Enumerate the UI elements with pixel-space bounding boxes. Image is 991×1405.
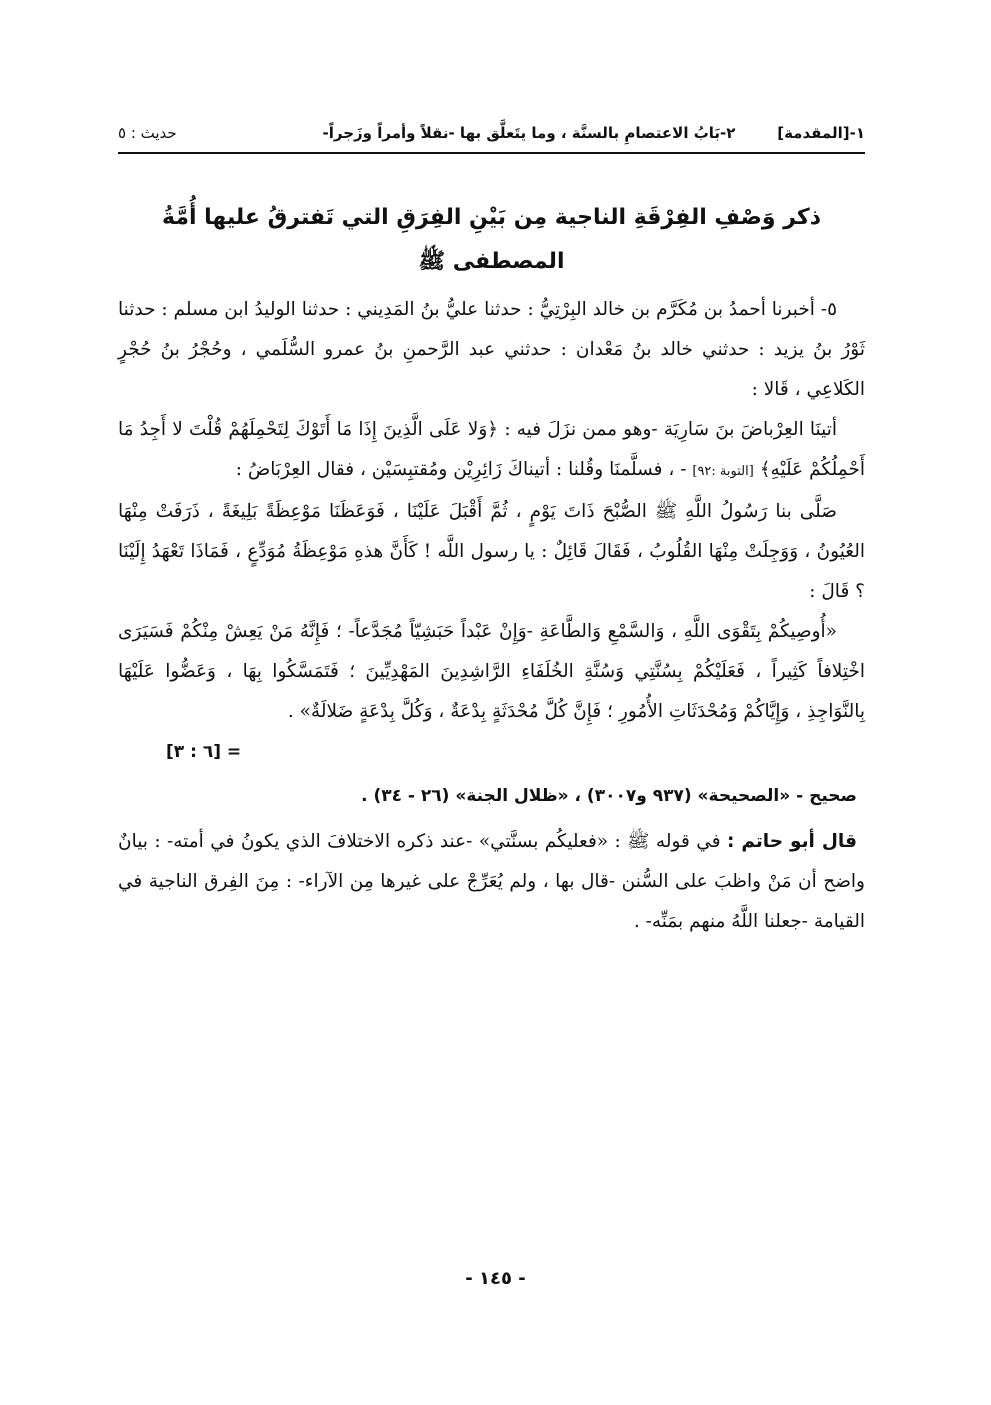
commentary-lead: قال أبو حاتم : — [726, 831, 857, 852]
header-section-title — [323, 124, 865, 142]
cross-reference: [٦ : ٣] = — [166, 742, 242, 762]
commentary-text: في قوله ﷺ : «فعليكُم بسنَّتي» -عند ذكره الاختلافَ الذي يكونُ في أمته- : بيانٌ واضح أن مَنْ واظبَ على السُّنن -قال بها ، ولم يُعَرِّجْ على غيرها مِن الآراء- : مِنَ الفِرق الناجية في القيامة -جعلنا اللَّهُ منهم بمَنِّه- . — [118, 831, 865, 932]
hadith-grading: صحيح - «الصحيحة» (٩٣٧ و٣٠٠٧) ، «ظلال الجنة» (٢٦ - ٣٤) . — [361, 786, 857, 806]
running-header — [118, 118, 865, 152]
page-number: - ١٤٥ - — [465, 1268, 526, 1289]
sermon-paragraph: صَلَّى بنا رَسُولُ اللَّهِ ﷺ الصُّبْحَ ذَاتَ يَوْمٍ ، ثُمَّ أَقْبَلَ عَلَيْنَا ، فَوَعَظَنَا مَوْعِظَةً بَلِيغَةً ، ذَرَفَتْ مِنْهَا العُيُونُ ، وَوَجِلَتْ مِنْهَا القُلُوبُ ، فَقَالَ قَائِلٌ : يا رسول اللَّه ! كَأَنَّ هذهِ مَوْعِظَةُ مُوَدِّعٍ ، فَمَاذَا تَعْهَدُ إِلَيْنَا ؟ قَالَ : — [118, 501, 865, 602]
isnad-paragraph: ٥- أخبرنا أحمدُ بن مُكَرَّم بن خالد البِرْتِيُّ : حدثنا عليُّ بنُ المَدِيني : حدثنا الوليدُ ابن مسلم : حدثنا ثَوْرُ بنُ يزيد : حدثني خالد بنُ مَعْدان : حدثني عبد الرَّحمنِ بنُ عمرو السُّلَمي ، وحُجْرُ بنُ حُجْرٍ الكَلاعِي ، قَالا : — [118, 299, 865, 400]
header-book-part: ١-[المقدمة] — [777, 124, 865, 142]
hadith-matn: «أُوصِيكُمْ بِتَقْوَى اللَّهِ ، وَالسَّمْعِ وَالطَّاعَةِ -وَإِنْ عَبْداً حَبَشِيّاً مُجَدَّعاً- ؛ فَإِنَّهُ مَنْ يَعِشْ مِنْكُمْ فَسَيَرَى اخْتِلافاً كَثِيراً ، فَعَلَيْكُمْ بِسُنَّتِي وَسُنَّةِ الخُلَفَاءِ الرَّاشِدِينَ المَهْدِيِّينَ ؛ فَتَمَسَّكُوا بِهَا ، وَعَضُّوا عَلَيْهَا بِالنَّوَاجِذِ ، وَإِيَّاكُمْ وَمُحْدَثَاتِ الأُمُورِ ؛ فَإِنَّ كُلَّ مُحْدَثَةٍ بِدْعَةٌ ، وَكُلَّ بِدْعَةٍ ضَلالَةٌ» . — [118, 621, 865, 722]
quran-reference: [التوبة :٩٢] — [692, 464, 754, 479]
story-text-2: - ، فسلَّمنَا وقُلنا : أتيناكَ زَائِرِيْن ومُقتبِسَيْن ، فقال العِرْبَاضُ : — [235, 459, 687, 480]
commentary-paragraph — [118, 822, 865, 942]
header-chapter: ٢-بَابُ الاعتصامِ بالسنَّة ، وما يتَعلَّق بها -نقلاً وأمراً وزَجراً- — [322, 124, 736, 142]
story-text-1: أتينَا العِرْباضَ بنَ سَارِيَة -وهو ممن نزَلَ فيه : ﴿وَلا عَلَى الَّذِينَ إِذَا مَا أَتَوْكَ لِتَحْمِلَهُمْ قُلْتَ لا أَجِدُ مَا أَحْمِلُكُمْ عَلَيْهِ﴾ — [118, 419, 865, 480]
section-title: ذكر وَصْفِ الفِرْقَةِ الناجية مِن بَيْنِ الفِرَقِ التي تَفترقُ عليها أُمَّةُ المصطفى ﷺ — [162, 205, 821, 274]
main-text — [118, 196, 865, 942]
story-paragraph — [118, 410, 865, 492]
header-hadith-number: حديث : ٥ — [118, 124, 177, 142]
header-divider — [118, 152, 865, 154]
